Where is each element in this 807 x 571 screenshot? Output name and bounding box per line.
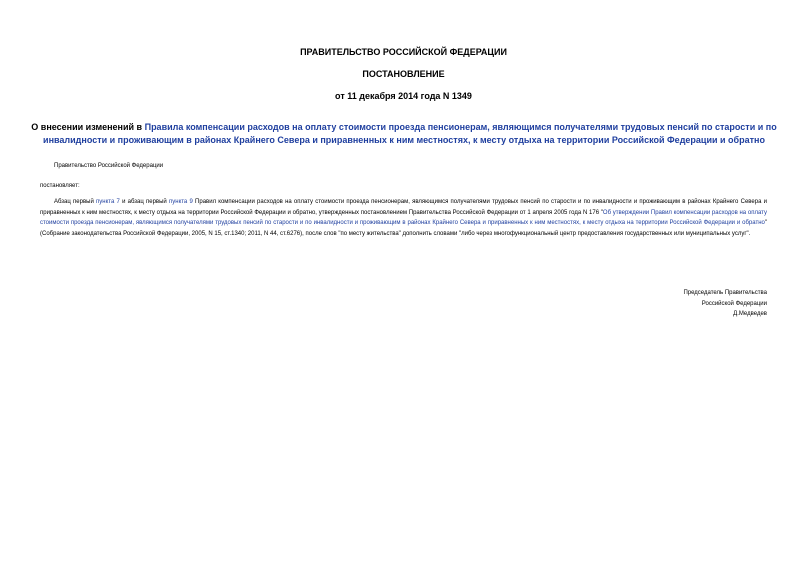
document-type-heading: ПОСТАНОВЛЕНИЕ xyxy=(362,69,445,79)
government-heading: ПРАВИТЕЛЬСТВО РОССИЙСКОЙ ФЕДЕРАЦИИ xyxy=(300,47,507,57)
body-paragraph xyxy=(40,197,767,239)
signature-name: Д.Медведев xyxy=(733,311,767,317)
preamble-text: Правительство Российской Федерации xyxy=(54,163,164,169)
title-prefix: О внесении изменений в xyxy=(31,122,145,132)
title-link-rules[interactable]: Правила компенсации расходов на оплату стоимости проезда пенсионерам, являющимся получателями трудовых пенсий по старости и по инвалидности и проживающим в районах Крайнего Севера и приравненных к ним местностях, к месту отдыха на территории Российской Федерации и обратно xyxy=(43,122,777,145)
body-text-3: Правил компенсации расходов на оплату стоимости проезда пенсионерам, являющимся получателями трудовых пенсий по старости и по инвалидности и проживающим в районах Крайнего Севера и приравненных к ним местностях, к месту отдыха на территории Российской Федерации и обратно, утвержденных постановлением Правительства Российской Федерации от 1 апреля 2005 года N 176 " xyxy=(40,199,767,216)
body-text-2: и абзац первый xyxy=(119,199,169,205)
document-title xyxy=(28,121,780,147)
date-number-heading: от 11 декабря 2014 года N 1349 xyxy=(335,91,472,101)
link-point-7[interactable]: пункта 7 xyxy=(96,199,120,205)
signature-position: Председатель Правительства xyxy=(683,290,767,296)
body-text-1: Абзац первый xyxy=(54,199,97,205)
link-resolution-176[interactable]: Об утверждении Правил компенсации расходов на оплату стоимости проезда пенсионерам, являющимся получателями трудовых пенсий по старости и по инвалидности и проживающим в районах Крайнего Севера и приравненных к ним местностях, к месту отдыха на территории Российской Федерации и обратно xyxy=(40,209,767,226)
link-point-9[interactable]: пункта 9 xyxy=(169,199,193,205)
body-text-4: " (Собрание законодательства Российской Федерации, 2005, N 15, ст.1340; 2011, N 44, ст.6276), после слов "по месту жительства" дополнить словами "либо через многофункциональный центр предоставления государственных или муниципальных услуг". xyxy=(40,220,767,237)
resolves-text: постановляет: xyxy=(40,183,80,189)
signature-block xyxy=(683,288,767,320)
signature-organization: Российской Федерации xyxy=(701,300,767,307)
